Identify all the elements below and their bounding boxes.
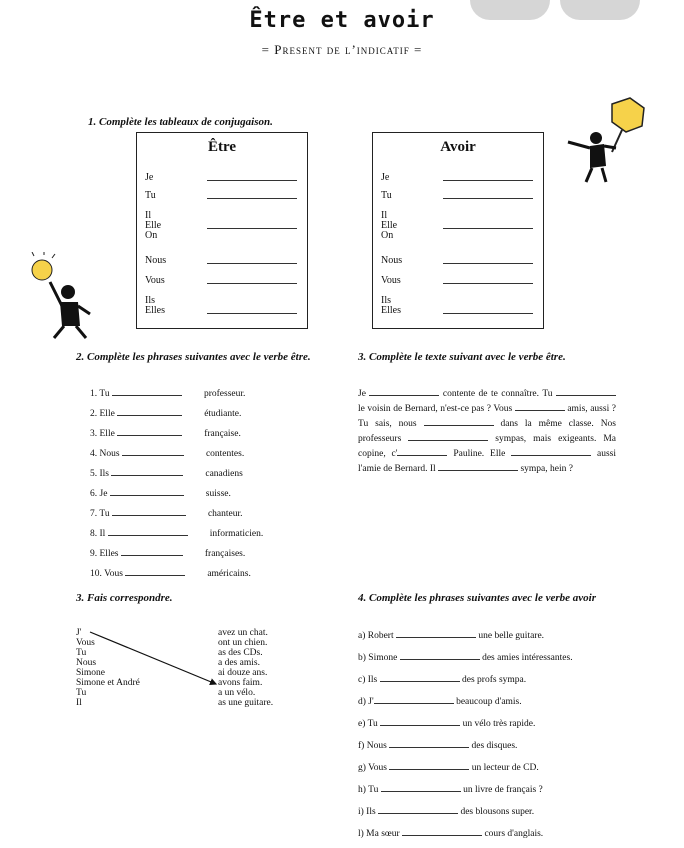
pronoun-row: Vous bbox=[381, 276, 551, 286]
match-left-item[interactable]: Vous bbox=[76, 638, 95, 648]
page-title: Être et avoir bbox=[249, 8, 435, 33]
ex4-item: c) Ils des profs sympa. bbox=[358, 672, 616, 686]
match-right-item[interactable]: avez un chat. bbox=[218, 628, 268, 638]
pronoun-row: Je bbox=[381, 173, 551, 183]
ex3-text-heading: 3. Complète le texte suivant avec le verbe être. bbox=[358, 351, 566, 363]
match-left-item[interactable]: Tu bbox=[76, 648, 87, 658]
pronoun-row: Tu bbox=[381, 191, 551, 201]
answer-blank[interactable] bbox=[396, 628, 476, 638]
page-subtitle: = Present de l’indicatif = bbox=[261, 42, 423, 57]
ex3-match-heading: 3. Fais correspondre. bbox=[76, 592, 173, 604]
answer-blank[interactable] bbox=[389, 738, 469, 748]
ex2-item: 7. Tu chanteur. bbox=[90, 506, 330, 520]
match-left-item[interactable]: Simone bbox=[76, 668, 106, 678]
answer-blank[interactable] bbox=[400, 650, 480, 660]
ex2-item: 6. Je suisse. bbox=[90, 486, 330, 500]
match-left-item[interactable]: Tu bbox=[76, 688, 87, 698]
match-left-item[interactable]: Simone et André bbox=[76, 678, 140, 688]
match-right-item[interactable]: ont un chien. bbox=[218, 638, 268, 648]
answer-blank[interactable] bbox=[389, 760, 469, 770]
match-right-item[interactable]: avons faim. bbox=[218, 678, 263, 688]
match-right-item[interactable]: as des CDs. bbox=[218, 648, 263, 658]
ex2-item: 9. Elles françaises. bbox=[90, 546, 330, 560]
ex4-item: a) Robert une belle guitare. bbox=[358, 628, 616, 642]
ex4-item: f) Nous des disques. bbox=[358, 738, 616, 752]
ex1-heading: 1. Complète les tableaux de conjugaison. bbox=[88, 116, 273, 128]
ex4-item: h) Tu un livre de français ? bbox=[358, 782, 616, 796]
ex2-heading: 2. Complète les phrases suivantes avec le verbe être. bbox=[76, 351, 311, 363]
match-right-item[interactable]: a des amis. bbox=[218, 658, 260, 668]
pronoun-row: Il Elle On bbox=[145, 211, 315, 241]
pronoun-row: Ils Elles bbox=[381, 296, 551, 316]
answer-blank[interactable] bbox=[378, 804, 458, 814]
match-left-item[interactable]: J' bbox=[76, 628, 82, 638]
ex2-item: 5. Ils canadiens bbox=[90, 466, 330, 480]
answer-blank[interactable] bbox=[380, 716, 460, 726]
match-left-item[interactable]: Il bbox=[76, 698, 82, 708]
ex2-item: 1. Tu professeur. bbox=[90, 386, 330, 400]
match-left-item[interactable]: Nous bbox=[76, 658, 97, 668]
table-avoir-title: Avoir bbox=[440, 139, 476, 155]
pronoun-row: Ils Elles bbox=[145, 296, 315, 316]
answer-blank[interactable] bbox=[402, 826, 482, 836]
ex4-item: d) J' beaucoup d'amis. bbox=[358, 694, 616, 708]
pronoun-row: Il Elle On bbox=[381, 211, 551, 241]
pronoun-row: Nous bbox=[381, 256, 551, 266]
ex4-item: b) Simone des amies intéressantes. bbox=[358, 650, 616, 664]
ex4-heading: 4. Complète les phrases suivantes avec le verbe avoir bbox=[358, 592, 596, 604]
ex4-list bbox=[358, 628, 616, 848]
match-right-item[interactable]: as une guitare. bbox=[218, 698, 274, 708]
ex2-item: 3. Elle française. bbox=[90, 426, 330, 440]
pronoun-row: Je bbox=[145, 173, 315, 183]
ex2-item: 4. Nous contentes. bbox=[90, 446, 330, 460]
ex3-text-body: Je contente de te connaître. Tu le voisin de Bernard, n'est-ce pas ? Vous amis, aussi ? Tu sais, nous dans la même classe. Nos professeurs sympas, mais exigeants. Ma copine, c' Pauline. Elle aussi l'amie de Bernard. Il sympa, hein ? bbox=[358, 386, 616, 476]
ex2-item: 10. Vous américains. bbox=[90, 566, 330, 580]
pronoun-row: Tu bbox=[145, 191, 315, 201]
ex4-item: g) Vous un lecteur de CD. bbox=[358, 760, 616, 774]
ex2-item: 2. Elle étudiante. bbox=[90, 406, 330, 420]
table-etre-title: Être bbox=[207, 139, 237, 155]
ex2-item: 8. Il informaticien. bbox=[90, 526, 330, 540]
answer-blank[interactable] bbox=[381, 782, 461, 792]
answer-blank[interactable] bbox=[374, 694, 454, 704]
ex4-item: i) Ils des blousons super. bbox=[358, 804, 616, 818]
ex4-item: l) Ma sœur cours d'anglais. bbox=[358, 826, 616, 840]
match-right-item[interactable]: ai douze ans. bbox=[218, 668, 268, 678]
pronoun-row: Vous bbox=[145, 276, 315, 286]
match-right-item[interactable]: a un vélo. bbox=[218, 688, 256, 698]
pronoun-row: Nous bbox=[145, 256, 315, 266]
ex4-item: e) Tu un vélo très rapide. bbox=[358, 716, 616, 730]
answer-blank[interactable] bbox=[380, 672, 460, 682]
